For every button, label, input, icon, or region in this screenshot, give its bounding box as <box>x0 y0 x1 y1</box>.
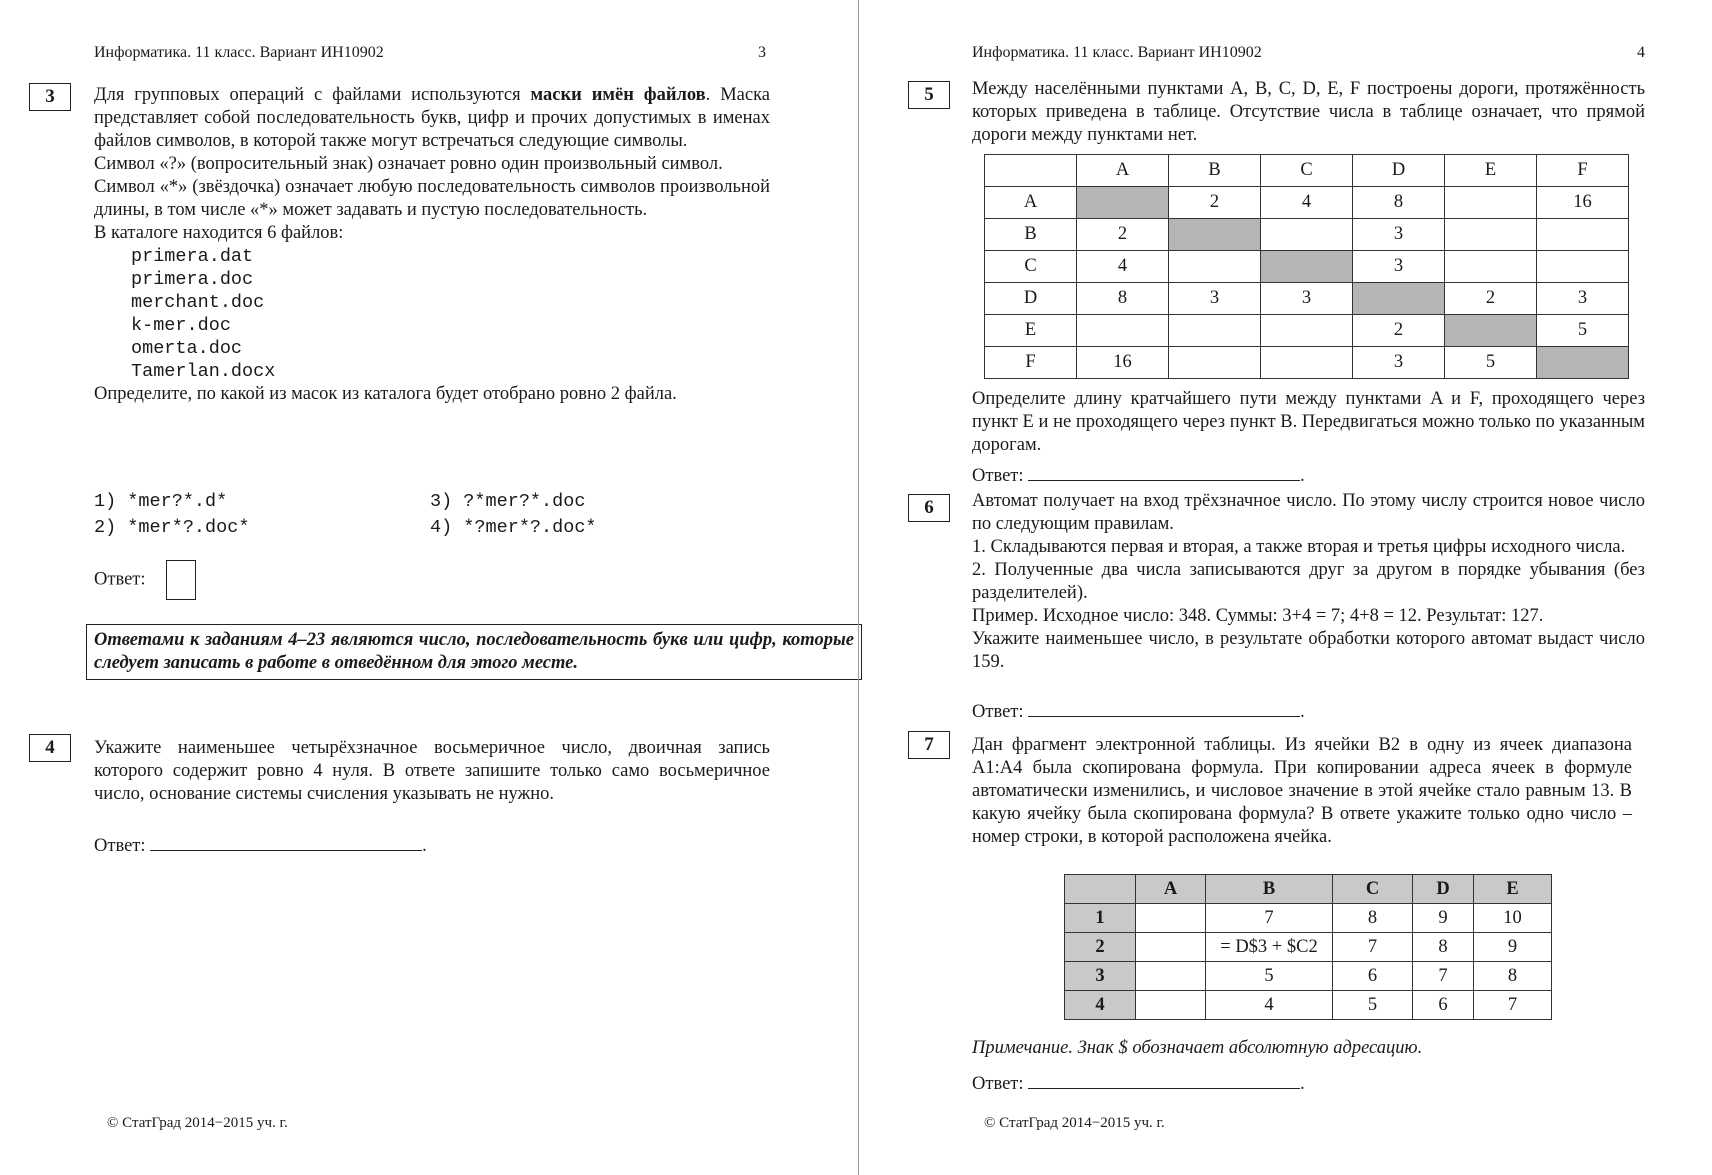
roads-row-header: E <box>985 315 1077 347</box>
sheet-cell: 5 <box>1206 962 1333 991</box>
table-row <box>985 347 1629 379</box>
table-row <box>985 315 1629 347</box>
task-4-text: Укажите наименьшее четырёхзначное восьмеричное число, двоичная запись которого содержит ровно 4 нуля. В ответе запишите только само восьмеричное число, основание системы счисления указывать не нужно. <box>94 738 770 804</box>
task-6-paragraph-2: 1. Складываются первая и вторая, а также вторая и третья цифры исходного числа. <box>972 537 1626 557</box>
option-3: 3) ?*mer?*.doc <box>430 491 586 512</box>
roads-corner-cell <box>985 155 1077 187</box>
task-6-paragraph-5: Укажите наименьшее число, в результате обработки которого автомат выдаст число 159. <box>972 629 1645 672</box>
sheet-cell: 6 <box>1413 991 1474 1020</box>
sheet-cell <box>1136 991 1206 1020</box>
roads-cell-diagonal <box>1353 283 1445 315</box>
roads-row-header: C <box>985 251 1077 283</box>
sheet-cell: 9 <box>1413 904 1474 933</box>
task-6-answer-line[interactable] <box>1028 698 1300 717</box>
file-item: omerta.doc <box>131 338 243 359</box>
roads-cell <box>1261 347 1353 379</box>
left-page-number: 3 <box>758 44 766 61</box>
roads-cell: 5 <box>1445 347 1537 379</box>
sheet-cell: 6 <box>1333 962 1413 991</box>
sheet-cell: 7 <box>1474 991 1552 1020</box>
roads-cell <box>1537 251 1629 283</box>
table-row <box>985 283 1629 315</box>
task-7-number: 7 <box>908 731 950 759</box>
roads-cell: 3 <box>1537 283 1629 315</box>
page-divider <box>858 0 859 1175</box>
roads-cell: 3 <box>1353 251 1445 283</box>
roads-row-header: F <box>985 347 1077 379</box>
task-4-answer <box>94 832 427 858</box>
sheet-cell: 9 <box>1474 933 1552 962</box>
roads-cell: 2 <box>1353 315 1445 347</box>
task-3-paragraph-4: В каталоге находится 6 файлов: <box>94 223 344 243</box>
right-header-title: Информатика. 11 класс. Вариант ИН10902 <box>972 44 1262 61</box>
file-item: merchant.doc <box>131 292 265 313</box>
task-5-answer-end: . <box>1300 466 1305 486</box>
roads-col-header: F <box>1537 155 1629 187</box>
option-1: 1) *mer?*.d* <box>94 491 228 512</box>
roads-col-header: C <box>1261 155 1353 187</box>
roads-cell-diagonal <box>1445 315 1537 347</box>
task-3-answer-label: Ответ: <box>94 569 146 590</box>
task-4-answer-end: . <box>422 836 427 856</box>
file-list <box>94 245 770 383</box>
sheet-cell: 5 <box>1333 991 1413 1020</box>
task-3-body <box>94 84 770 406</box>
roads-cell <box>1077 315 1169 347</box>
table-row <box>985 219 1629 251</box>
table-row <box>1065 991 1552 1020</box>
roads-cell: 4 <box>1261 187 1353 219</box>
task-6-paragraph-4: Пример. Исходное число: 348. Суммы: 3+4 = 7; 4+8 = 12. Результат: 127. <box>972 606 1544 626</box>
task-5-number: 5 <box>908 81 950 109</box>
roads-cell <box>1169 347 1261 379</box>
roads-cell: 8 <box>1353 187 1445 219</box>
roads-cell <box>1537 219 1629 251</box>
sheet-cell: 4 <box>1206 991 1333 1020</box>
file-item: Tamerlan.docx <box>131 361 276 382</box>
task-5-answer <box>972 462 1305 488</box>
sheet-col-header: A <box>1136 875 1206 904</box>
left-header-title: Информатика. 11 класс. Вариант ИН10902 <box>94 44 384 61</box>
roads-row-header: B <box>985 219 1077 251</box>
left-footer: © СтатГрад 2014−2015 уч. г. <box>107 1115 288 1131</box>
roads-cell: 16 <box>1077 347 1169 379</box>
task-3-paragraph-1 <box>94 84 770 153</box>
task-7-note: Примечание. Знак $ обозначает абсолютную адресацию. <box>972 1038 1423 1058</box>
file-item: primera.doc <box>131 269 254 290</box>
sheet-cell <box>1136 904 1206 933</box>
roads-table <box>984 154 1629 379</box>
roads-cell: 3 <box>1261 283 1353 315</box>
roads-cell <box>1445 219 1537 251</box>
roads-cell: 2 <box>1445 283 1537 315</box>
sheet-cell <box>1136 962 1206 991</box>
sheet-cell: 7 <box>1413 962 1474 991</box>
table-row <box>985 187 1629 219</box>
roads-cell: 8 <box>1077 283 1169 315</box>
task-6-body <box>972 490 1645 674</box>
roads-cell-diagonal <box>1537 347 1629 379</box>
table-row <box>1065 904 1552 933</box>
roads-cell: 16 <box>1537 187 1629 219</box>
sheet-cell: 7 <box>1206 904 1333 933</box>
roads-row-header: A <box>985 187 1077 219</box>
roads-col-header: D <box>1353 155 1445 187</box>
sheet-col-header: D <box>1413 875 1474 904</box>
roads-cell-diagonal <box>1077 187 1169 219</box>
file-item: primera.dat <box>131 246 254 267</box>
task-3-number: 3 <box>29 83 71 111</box>
sheet-col-header: C <box>1333 875 1413 904</box>
task-3-paragraph-3: Символ «*» (звёздочка) означает любую последовательность символов произвольной длины, в том числе «*» может задавать и пустую последовательность. <box>94 177 770 220</box>
task-4-number: 4 <box>29 734 71 762</box>
task-6-number: 6 <box>908 494 950 522</box>
instruction-note: Ответами к заданиям 4–23 являются число, последовательность букв или цифр, которые следует записать в работе в отведённом для этого месте. <box>86 624 862 680</box>
roads-cell: 3 <box>1353 347 1445 379</box>
sheet-cell: 8 <box>1474 962 1552 991</box>
task-4-answer-line[interactable] <box>150 832 422 851</box>
task-4-answer-label: Ответ: <box>94 836 146 856</box>
task-6-paragraph-1: Автомат получает на вход трёхзначное число. По этому числу строится новое число по следующим правилам. <box>972 491 1645 534</box>
roads-cell: 2 <box>1077 219 1169 251</box>
sheet-cell: 10 <box>1474 904 1552 933</box>
option-2: 2) *mer*?.doc* <box>94 517 250 538</box>
task-3-bold-term: маски имён файлов <box>530 85 706 105</box>
sheet-row-header: 1 <box>1065 904 1136 933</box>
sheet-row-header: 3 <box>1065 962 1136 991</box>
task-5-answer-line[interactable] <box>1028 462 1300 481</box>
roads-cell: 4 <box>1077 251 1169 283</box>
task-7-answer <box>972 1070 1305 1096</box>
task-3-p1-text: Для групповых операций с файлами используются <box>94 85 531 105</box>
task-5-answer-label: Ответ: <box>972 466 1024 486</box>
roads-cell <box>1261 315 1353 347</box>
roads-cell: 3 <box>1353 219 1445 251</box>
roads-cell <box>1261 219 1353 251</box>
roads-cell-diagonal <box>1261 251 1353 283</box>
table-row <box>985 251 1629 283</box>
task-7-answer-end: . <box>1300 1074 1305 1094</box>
roads-header-row <box>985 155 1629 187</box>
right-footer: © СтатГрад 2014−2015 уч. г. <box>984 1115 1165 1131</box>
roads-cell <box>1169 315 1261 347</box>
roads-cell: 3 <box>1169 283 1261 315</box>
task-3-p1-text-end: . Маска представляет собой последовательность букв, цифр и прочих допустимых в именах файлов символов, в которой также могут встречаться следующие символы. <box>94 85 770 151</box>
task-5-question: Определите длину кратчайшего пути между пунктами A и F, проходящего через пункт E и не проходящего через пункт B. Передвигаться можно только по указанным дорогам. <box>972 389 1645 455</box>
table-row <box>1065 933 1552 962</box>
task-7-answer-line[interactable] <box>1028 1070 1300 1089</box>
task-6-paragraph-3: 2. Полученные два числа записываются друг за другом в порядке убывания (без разделителей). <box>972 560 1645 603</box>
sheet-cell: 8 <box>1413 933 1474 962</box>
sheet-cell: 8 <box>1333 904 1413 933</box>
roads-cell <box>1169 251 1261 283</box>
task-6-answer <box>972 698 1305 724</box>
roads-cell <box>1445 187 1537 219</box>
roads-col-header: E <box>1445 155 1537 187</box>
option-4: 4) *?mer*?.doc* <box>430 517 597 538</box>
right-page-number: 4 <box>1637 44 1645 61</box>
spreadsheet-table <box>1064 874 1552 1020</box>
task-3-answer-box[interactable] <box>166 560 196 600</box>
task-5-intro: Между населёнными пунктами A, B, C, D, E, F построены дороги, протяжённость которых приведена в таблице. Отсутствие числа в таблице означает, что прямой дороги между пунктами нет. <box>972 79 1645 145</box>
sheet-col-header: B <box>1206 875 1333 904</box>
sheet-row-header: 2 <box>1065 933 1136 962</box>
roads-cell <box>1445 251 1537 283</box>
roads-cell-diagonal <box>1169 219 1261 251</box>
task-3-question: Определите, по какой из масок из каталога будет отобрано ровно 2 файла. <box>94 384 677 404</box>
task-3-paragraph-2: Символ «?» (вопросительный знак) означает ровно один произвольный символ. <box>94 154 723 174</box>
table-row <box>1065 962 1552 991</box>
sheet-col-header: E <box>1474 875 1552 904</box>
sheet-cell <box>1136 933 1206 962</box>
roads-cell: 2 <box>1169 187 1261 219</box>
file-item: k-mer.doc <box>131 315 231 336</box>
task-3-answer <box>94 560 196 600</box>
roads-row-header: D <box>985 283 1077 315</box>
sheet-corner-cell <box>1065 875 1136 904</box>
roads-col-header: B <box>1169 155 1261 187</box>
task-7-text: Дан фрагмент электронной таблицы. Из ячейки B2 в одну из ячеек диапазона A1:A4 была скопирована формула. При копировании адреса ячеек в формуле автоматически изменились, и числовое значение в этой ячейке стало равным 13. В какую ячейку была скопирована формула? В ответе укажите только одно число – номер строки, в которой расположена ячейка. <box>972 735 1632 847</box>
roads-col-header: A <box>1077 155 1169 187</box>
sheet-cell: 7 <box>1333 933 1413 962</box>
task-6-answer-end: . <box>1300 702 1305 722</box>
sheet-cell-formula: = D$3 + $C2 <box>1206 933 1333 962</box>
task-7-answer-label: Ответ: <box>972 1074 1024 1094</box>
task-6-answer-label: Ответ: <box>972 702 1024 722</box>
right-page <box>860 0 1712 1175</box>
roads-cell: 5 <box>1537 315 1629 347</box>
sheet-row-header: 4 <box>1065 991 1136 1020</box>
sheet-header-row <box>1065 875 1552 904</box>
